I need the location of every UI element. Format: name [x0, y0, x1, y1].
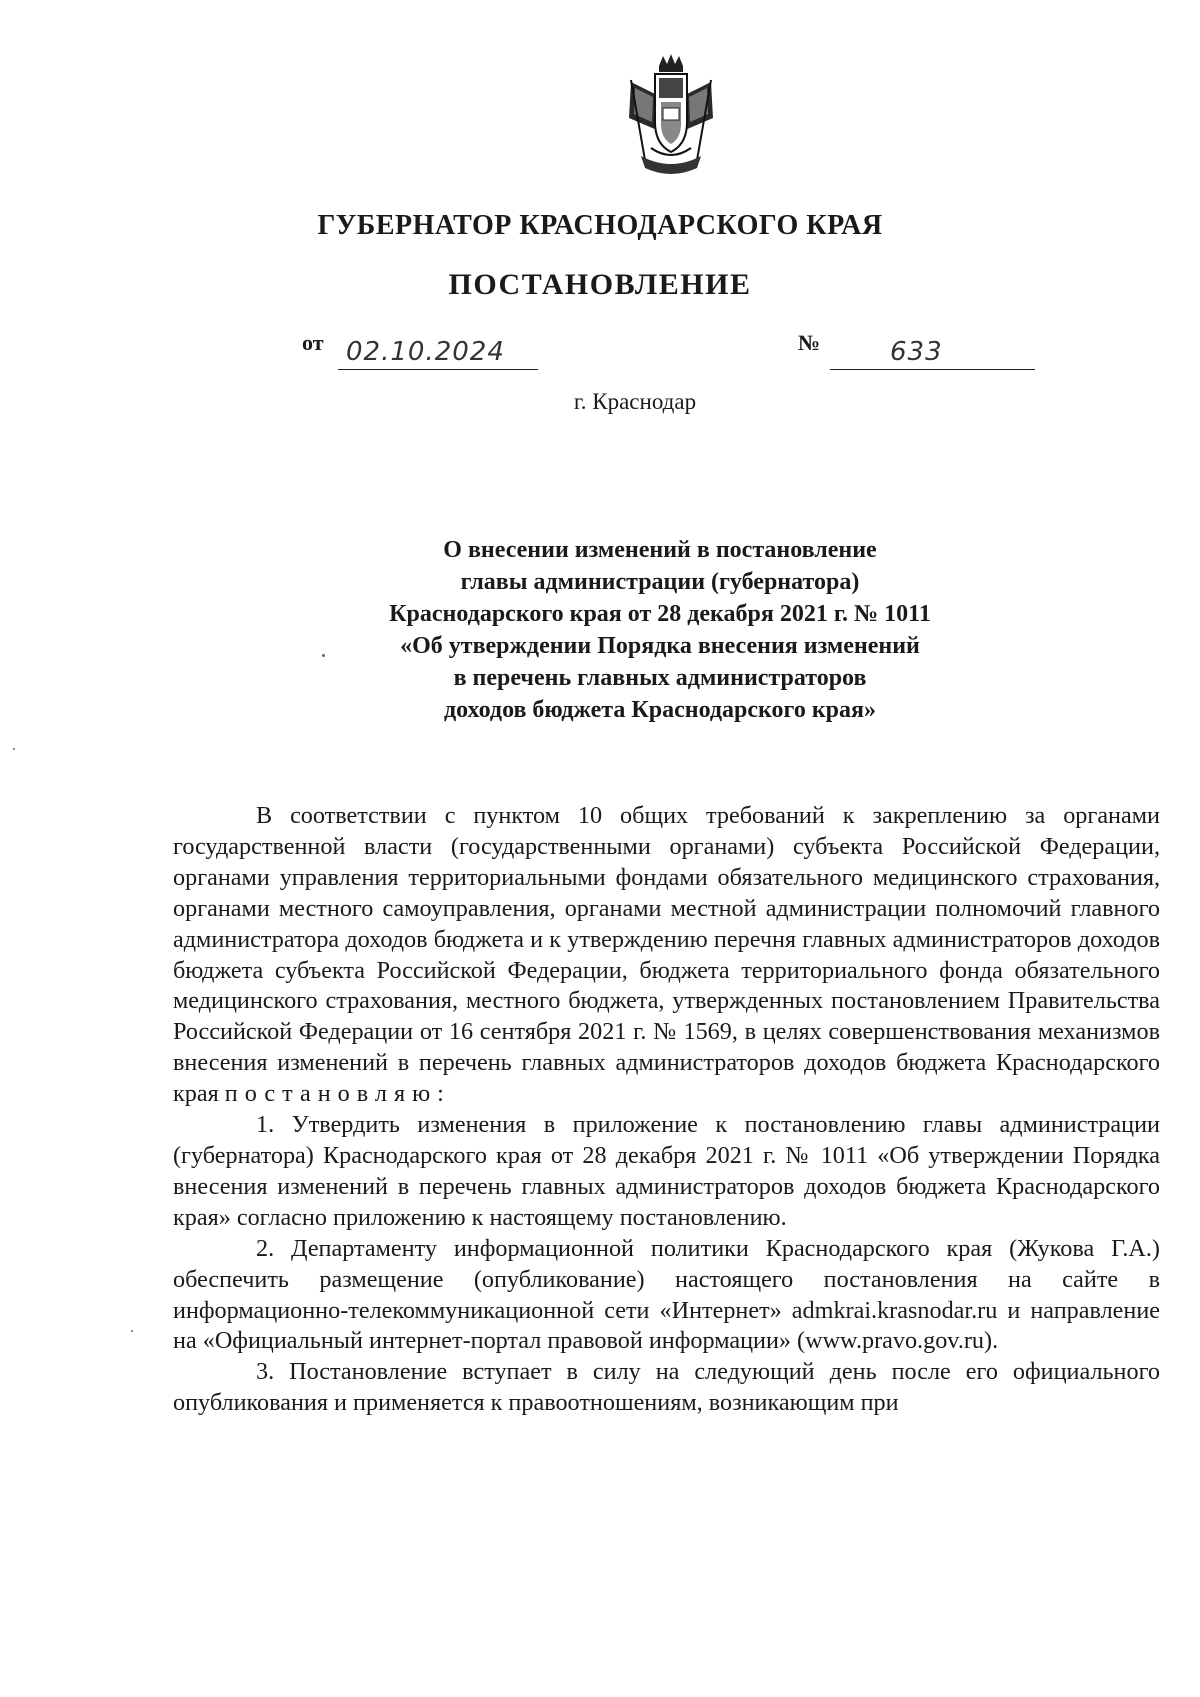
scan-speck — [13, 748, 15, 750]
coat-of-arms-emblem — [601, 52, 741, 180]
item-3-paragraph: 3. Постановление вступает в силу на следующий день после его официального опубликования и применяется к правоотношениям, возникающим при — [173, 1358, 1160, 1417]
title-line: главы администрации (губернатора) — [460, 569, 860, 595]
title-line: доходов бюджета Краснодарского края» — [443, 697, 877, 723]
item-2-paragraph: 2. Департаменту информационной политики Краснодарского края (Жукова Г.А.) обеспечить размещение (опубликование) настоящего постановления на сайте в информационно-телекоммуникационной сети «Интернет» admkrai.krasnodar.ru и направление на «Официальный интернет-портал правовой информации» (www.pravo.gov.ru). — [173, 1234, 1160, 1355]
issuing-authority: ГУБЕРНАТОР КРАСНОДАРСКОГО КРАЯ — [317, 210, 883, 241]
document-body — [173, 801, 1160, 1419]
item-1-paragraph: 1. Утвердить изменения в приложение к постановлению главы администрации (губернатора) Краснодарского края от 28 декабря 2021 г. № 1011 «Об утверждении Порядка внесения изменений в перечень главных администраторов доходов бюджета Краснодарского края» согласно приложению к настоящему постановлению. — [173, 1111, 1160, 1231]
preamble-paragraph — [173, 801, 1160, 1110]
number-label: № — [798, 330, 821, 355]
number-field — [830, 335, 1035, 370]
document-type: ПОСТАНОВЛЕНИЕ — [448, 268, 752, 301]
date-value: 02.10.2024 — [346, 337, 505, 367]
scan-speck — [131, 1330, 133, 1332]
date-label: от — [302, 330, 324, 355]
document-title — [300, 534, 1020, 726]
number-value: 633 — [890, 337, 943, 367]
title-line: в перечень главных администраторов — [453, 665, 867, 691]
title-line: Краснодарского края от 28 декабря 2021 г. № 1011 — [389, 601, 931, 627]
scan-speck — [322, 654, 325, 657]
date-field — [338, 335, 538, 370]
preamble-text: В соответствии с пунктом 10 общих требований к закреплению за органами государственной власти (государственными органами) субъекта Российской Федерации, органами управления территориальными фондами обязательного медицинского страхования, органами местного самоуправления, органами местной администрации полномочий главного администратора доходов бюджета и к утверждению перечня главных администраторов доходов бюджета субъекта Российской Федерации, бюджета территориального фонда обязательного медицинского страхования, местного бюджета, утвержденных постановлением Правительства Российской Федерации от 16 сентября 2021 г. № 1569, в целях совершенствования механизмов внесения изменений в перечень главных администраторов доходов бюджета Краснодарского края — [173, 802, 1160, 1108]
decree-word: постановляю: — [224, 1080, 451, 1108]
title-line: «Об утверждении Порядка внесения изменений — [400, 633, 920, 659]
city: г. Краснодар — [573, 389, 697, 414]
title-line: О внесении изменений в постановление — [443, 537, 877, 563]
